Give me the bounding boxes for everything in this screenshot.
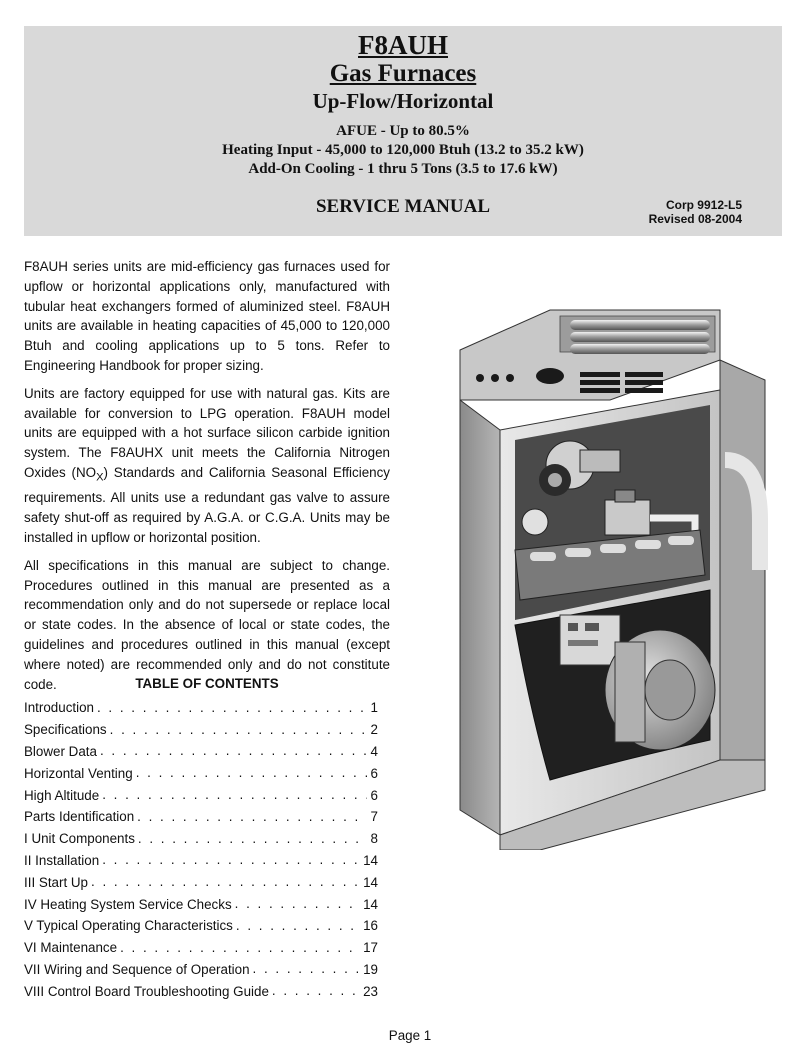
furnace-illustration [420, 290, 800, 850]
toc-leader-dots [100, 743, 367, 759]
toc-entry-label: V Typical Operating Characteristics [24, 918, 233, 934]
toc-entry[interactable] [24, 828, 378, 850]
toc-leader-dots [136, 765, 367, 781]
toc-entry-label: Introduction [24, 700, 94, 716]
toc-entry-label: I Unit Components [24, 831, 135, 847]
toc-entry-label: III Start Up [24, 874, 88, 890]
toc-entry-label: Horizontal Venting [24, 765, 133, 781]
spec-heating-input: Heating Input - 45,000 to 120,000 Btuh (13.2 to 35.2 kW) [222, 142, 584, 158]
toc-entry-page: 1 [370, 700, 378, 716]
toc-leader-dots [97, 700, 367, 716]
toc-leader-dots [137, 809, 366, 825]
corp-code: Corp 9912-L5 [665, 198, 742, 212]
toc-leader-dots [235, 896, 359, 912]
toc-entry-label: Parts Identification [24, 809, 135, 825]
toc-entry-page: 6 [370, 765, 378, 781]
toc-entry-page: 6 [370, 787, 378, 803]
model-title: F8AUH [358, 30, 448, 60]
product-subtitle: Up-Flow/Horizontal [312, 89, 494, 113]
toc-leader-dots [236, 918, 359, 934]
toc-entry-label: Blower Data [24, 743, 97, 759]
toc-leader-dots [120, 940, 359, 956]
toc-leader-dots [102, 852, 359, 868]
pressure-switch [522, 509, 548, 535]
toc-entry[interactable] [24, 871, 378, 893]
toc-entry[interactable] [24, 959, 378, 981]
toc-entry-page: 7 [370, 809, 378, 825]
toc-entry[interactable] [24, 850, 378, 872]
toc-leader-dots [253, 961, 360, 977]
furnace-left-side [460, 400, 500, 835]
toc-entry-page: 16 [363, 918, 378, 934]
toc-title: TABLE OF CONTENTS [135, 676, 279, 691]
toc-entry-page: 8 [370, 831, 378, 847]
document-code [649, 198, 742, 226]
toc-leader-dots [102, 787, 366, 803]
manual-label: SERVICE MANUAL [315, 196, 491, 217]
toc-entry-page: 14 [363, 874, 378, 890]
toc-entry[interactable] [24, 806, 378, 828]
toc-entry[interactable] [24, 784, 378, 806]
toc-entry-page: 4 [370, 743, 378, 759]
intro-paragraph-3: All specifications in this manual are subject to change. Procedures outlined in this manual are presented as a recommendation only and do not supersede or replace local or state codes. In the absence of local or state codes, the guidelines and procedures outlined in this manual (except where noted) are recommended only and do not constitute code. [24, 557, 390, 692]
toc-leader-dots [91, 874, 359, 890]
toc-entry-page: 14 [363, 896, 378, 912]
heat-exchanger-tubes [570, 320, 710, 354]
spec-cooling: Add-On Cooling - 1 thru 5 Tons (3.5 to 17.6 kW) [248, 161, 558, 177]
toc-entry-label: VIII Control Board Troubleshooting Guide [24, 983, 269, 999]
toc-entry-page: 17 [363, 940, 378, 956]
toc-entry[interactable] [24, 980, 378, 1002]
toc-entry-label: Specifications [24, 722, 107, 738]
toc-leader-dots [110, 722, 367, 738]
toc-entry-label: High Altitude [24, 787, 100, 803]
product-title: Gas Furnaces [329, 60, 477, 87]
table-of-contents [24, 697, 378, 1002]
toc-entry-label: VII Wiring and Sequence of Operation [24, 961, 250, 977]
revision-date: Revised 08-2004 [648, 212, 742, 226]
toc-entry[interactable] [24, 719, 378, 741]
toc-entry[interactable] [24, 915, 378, 937]
toc-entry[interactable] [24, 762, 378, 784]
toc-entry[interactable] [24, 697, 378, 719]
spec-afue: AFUE - Up to 80.5% [336, 123, 470, 139]
toc-entry[interactable] [24, 937, 378, 959]
toc-entry-label: II Installation [24, 852, 100, 868]
page-number: Page 1 [388, 1028, 432, 1043]
toc-entry-page: 2 [370, 722, 378, 738]
header-banner [24, 26, 782, 236]
toc-entry-page: 14 [363, 852, 378, 868]
intro-paragraph-1: F8AUH series units are mid-efficiency gas furnaces used for upflow or horizontal applications only, manufactured with tubular heat exchangers formed of aluminized steel. F8AUH units are available in heating capacities of 45,000 to 120,000 Btuh and cooling applications up to 5 tons. Refer to Engineering Handbook for proper sizing. [24, 259, 390, 373]
toc-entry-label: IV Heating System Service Checks [24, 896, 232, 912]
subscript-x: X [96, 471, 104, 484]
toc-entry-label: VI Maintenance [24, 940, 118, 956]
toc-entry-page: 23 [363, 983, 378, 999]
control-board [560, 615, 620, 665]
intro-paragraph-2: Units are factory equipped for use with natural gas. Kits are available for conversion to LPG operation. F8AUH model units are equipped with a hot surface silicon carbide ignition system. The F8AUHX unit meets the California Nitrogen Oxides $(NO_X)$ Standards and California Seasonal Efficiency requirements. All units use a redundant gas valve to assure safety shut-off as required by A.G.A. or C.G.A. Units may be installed in upflow or horizontal position. [24, 385, 390, 546]
toc-leader-dots [272, 983, 359, 999]
intro-text [24, 257, 390, 702]
blower-wheel [605, 630, 715, 750]
toc-entry[interactable] [24, 741, 378, 763]
toc-leader-dots [138, 831, 367, 847]
toc-entry-page: 19 [363, 961, 378, 977]
toc-entry[interactable] [24, 893, 378, 915]
